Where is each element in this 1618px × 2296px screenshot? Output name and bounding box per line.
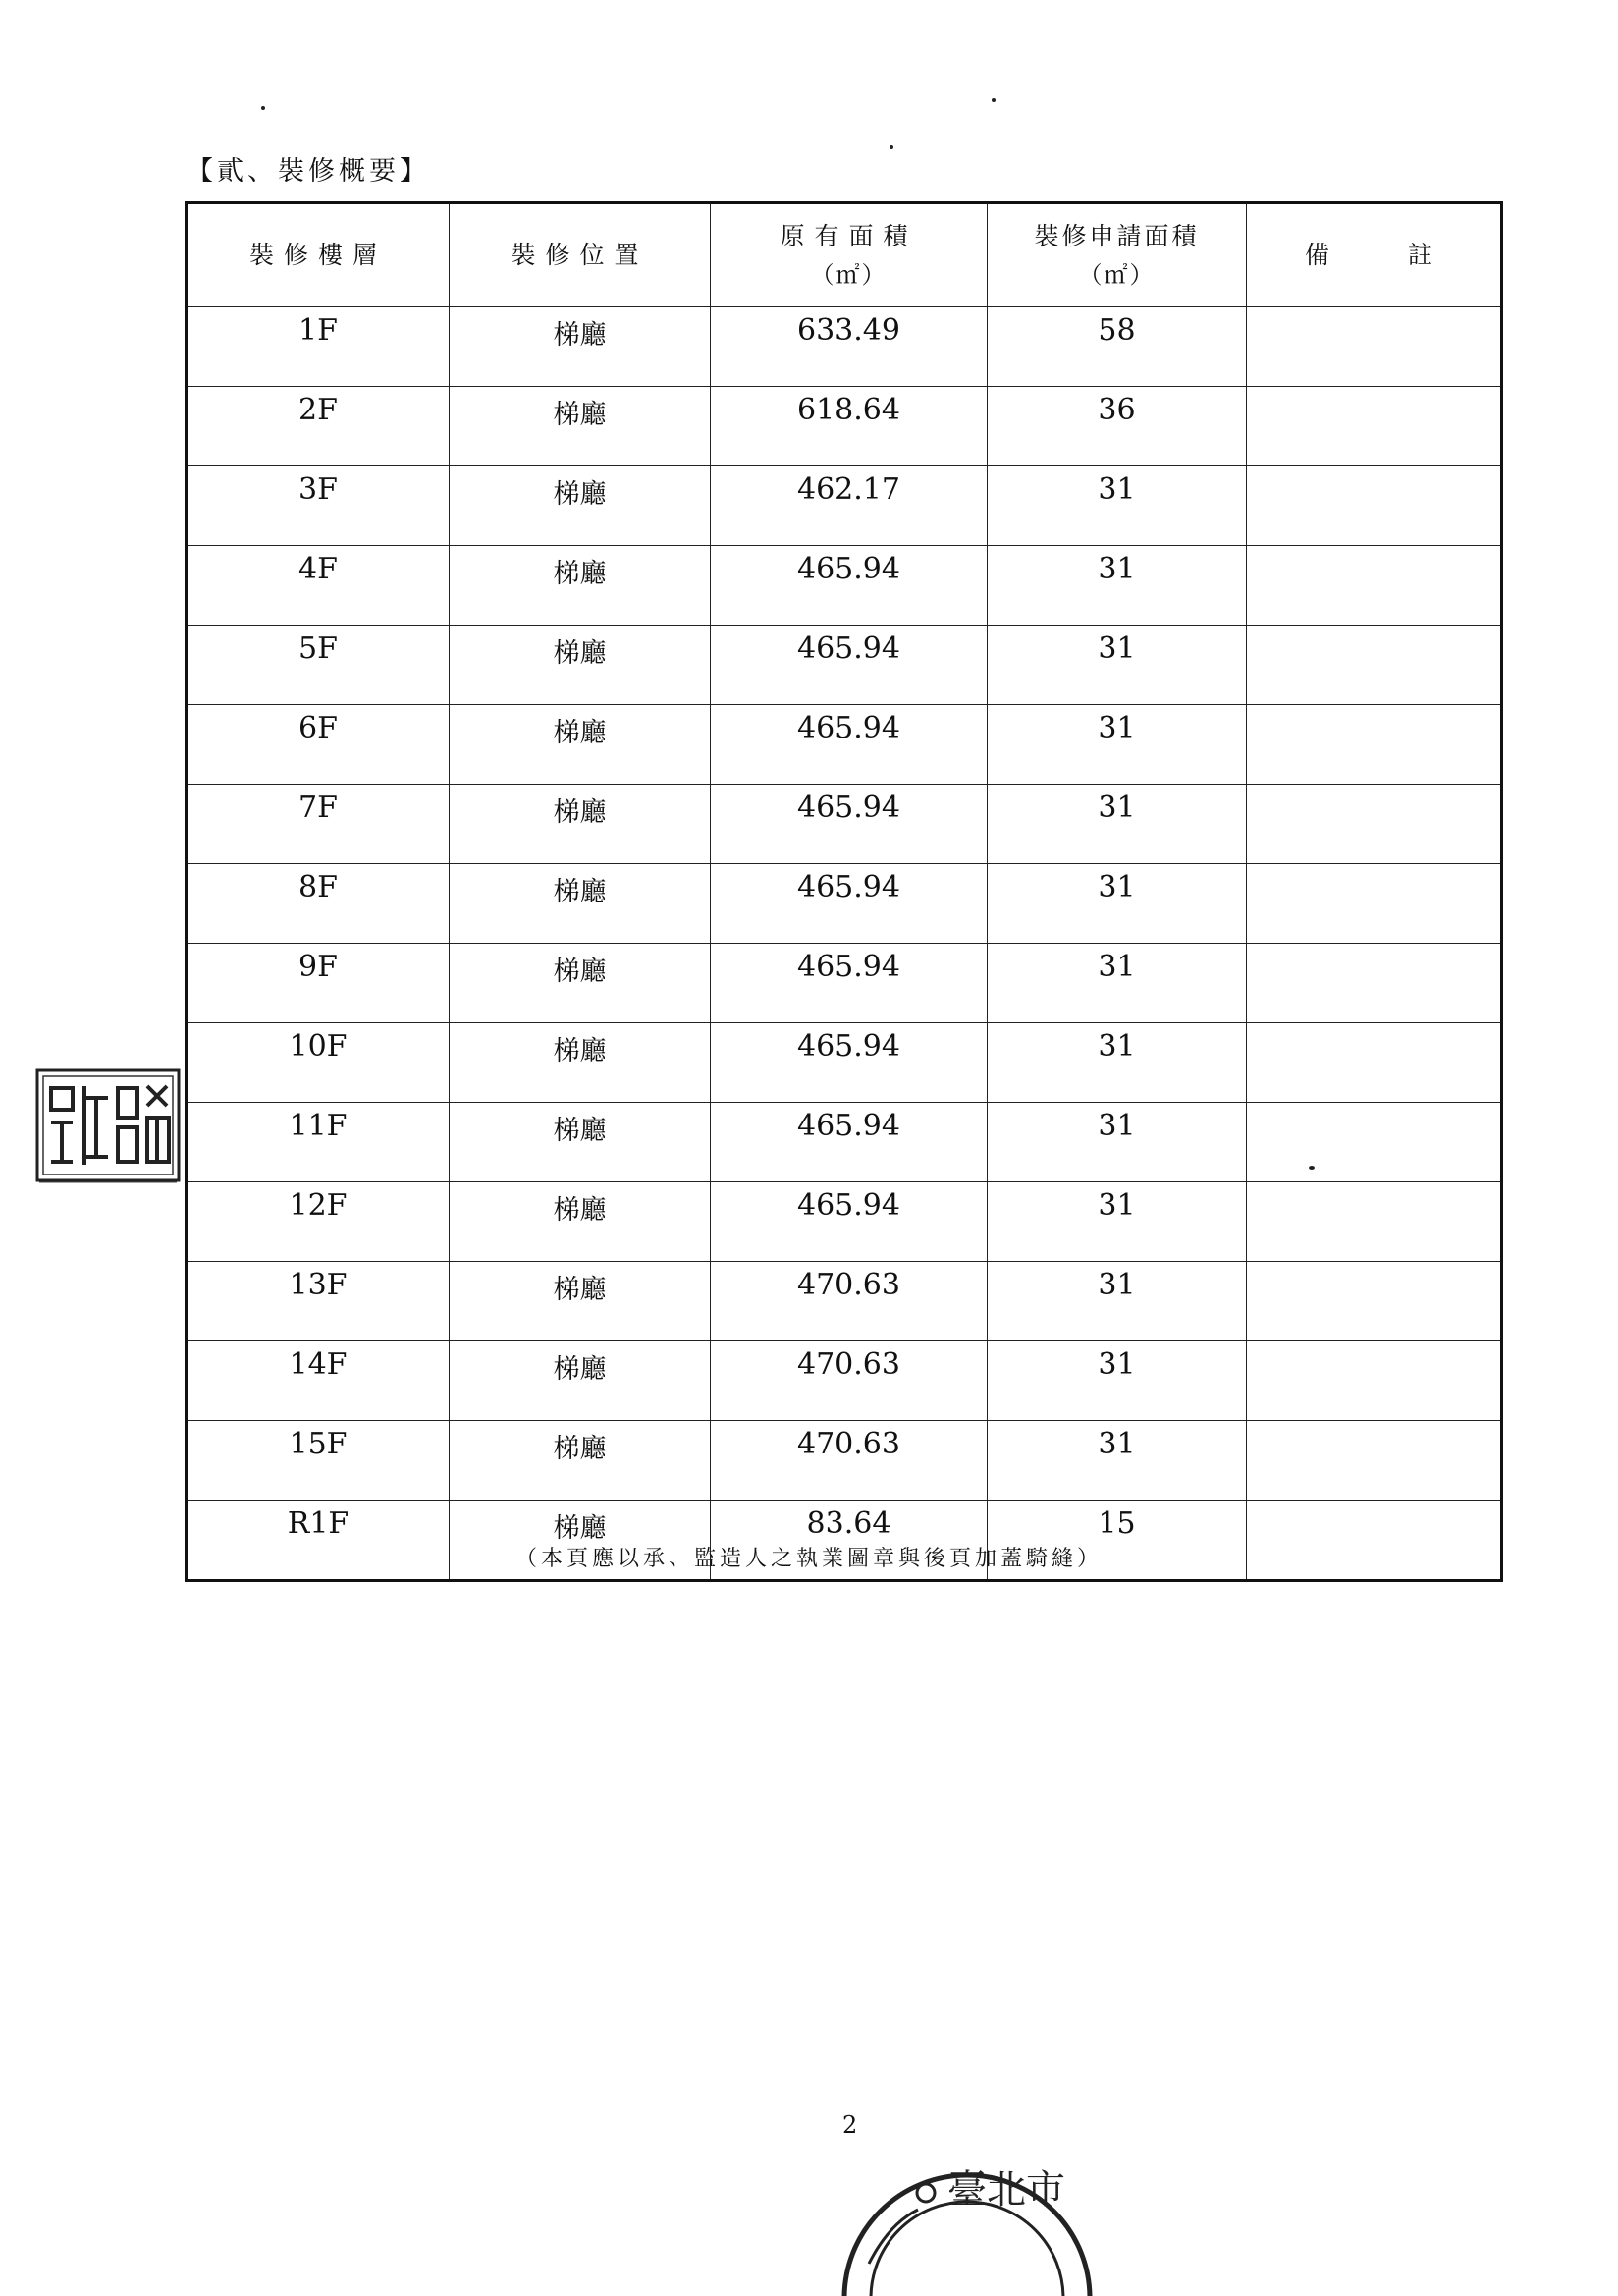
header-applied-area-label: 裝修申請面積 (1034, 221, 1200, 250)
cell-applied-area: 31 (988, 705, 1247, 785)
table-row (187, 1023, 1502, 1103)
cell-remarks (1247, 864, 1502, 944)
cell-location: 梯廳 (450, 1501, 711, 1581)
cell-location: 梯廳 (450, 307, 711, 387)
cell-floor: 3F (187, 466, 450, 546)
cell-remarks (1247, 785, 1502, 864)
cell-remarks (1247, 944, 1502, 1023)
cell-remarks (1247, 705, 1502, 785)
table-row (187, 785, 1502, 864)
table-row (187, 944, 1502, 1023)
cell-remarks (1247, 626, 1502, 705)
cell-applied-area: 31 (988, 944, 1247, 1023)
table-row (187, 546, 1502, 626)
stamp-text: 臺北市 (947, 2167, 1065, 2213)
cell-location: 梯廳 (450, 1023, 711, 1103)
cell-original-area: 465.94 (711, 785, 988, 864)
cell-original-area: 465.94 (711, 944, 988, 1023)
cell-original-area: 465.94 (711, 546, 988, 626)
square-seal-stamp (35, 1068, 181, 1186)
cell-floor: 2F (187, 387, 450, 466)
header-remarks: 備 註 (1247, 203, 1502, 307)
cell-floor: 11F (187, 1103, 450, 1182)
cell-remarks (1247, 307, 1502, 387)
cell-applied-area: 31 (988, 1182, 1247, 1262)
cell-location: 梯廳 (450, 1341, 711, 1421)
header-original-area (711, 203, 988, 307)
header-floor: 裝修樓層 (187, 203, 450, 307)
cell-location: 梯廳 (450, 1421, 711, 1501)
cell-location: 梯廳 (450, 466, 711, 546)
cell-floor: 10F (187, 1023, 450, 1103)
cell-applied-area: 31 (988, 626, 1247, 705)
cell-remarks (1247, 466, 1502, 546)
table-row (187, 466, 1502, 546)
cell-original-area: 470.63 (711, 1421, 988, 1501)
cell-original-area: 465.94 (711, 864, 988, 944)
cell-location: 梯廳 (450, 1103, 711, 1182)
cell-floor: 1F (187, 307, 450, 387)
header-applied-area (988, 203, 1247, 307)
cell-location: 梯廳 (450, 705, 711, 785)
cell-applied-area: 31 (988, 1262, 1247, 1341)
table-row (187, 1103, 1502, 1182)
cell-applied-area: 15 (988, 1501, 1247, 1581)
cell-location: 梯廳 (450, 626, 711, 705)
cell-location: 梯廳 (450, 1182, 711, 1262)
cell-applied-area: 31 (988, 1023, 1247, 1103)
cell-remarks (1247, 1023, 1502, 1103)
cell-original-area: 465.94 (711, 1023, 988, 1103)
table-row (187, 705, 1502, 785)
table-row (187, 387, 1502, 466)
cell-applied-area: 36 (988, 387, 1247, 466)
cell-remarks (1247, 546, 1502, 626)
cell-applied-area: 31 (988, 1421, 1247, 1501)
cell-original-area: 618.64 (711, 387, 988, 466)
table-row (187, 1421, 1502, 1501)
cell-original-area: 470.63 (711, 1262, 988, 1341)
header-applied-area-unit: （㎡） (1078, 260, 1156, 289)
cell-applied-area: 31 (988, 864, 1247, 944)
cell-original-area: 462.17 (711, 466, 988, 546)
scan-speck (1309, 1166, 1315, 1170)
table-row (187, 626, 1502, 705)
cell-floor: 13F (187, 1262, 450, 1341)
cell-remarks (1247, 1103, 1502, 1182)
cell-floor: 9F (187, 944, 450, 1023)
cell-location: 梯廳 (450, 785, 711, 864)
cell-location: 梯廳 (450, 944, 711, 1023)
cell-location: 梯廳 (450, 1262, 711, 1341)
table-row (187, 1341, 1502, 1421)
cell-floor: 12F (187, 1182, 450, 1262)
cell-applied-area: 58 (988, 307, 1247, 387)
table-header-row (187, 203, 1502, 307)
cell-floor: 4F (187, 546, 450, 626)
cell-floor: 6F (187, 705, 450, 785)
cell-original-area: 633.49 (711, 307, 988, 387)
cell-applied-area: 31 (988, 466, 1247, 546)
cell-remarks (1247, 387, 1502, 466)
page-number: 2 (842, 2111, 858, 2139)
section-title: 【貳、裝修概要】 (187, 156, 430, 187)
cell-applied-area: 31 (988, 546, 1247, 626)
cell-floor: 5F (187, 626, 450, 705)
cell-applied-area: 31 (988, 1341, 1247, 1421)
round-official-stamp (839, 2146, 1095, 2296)
cell-applied-area: 31 (988, 1103, 1247, 1182)
footnote: （本頁應以承、監造人之執業圖章與後頁加蓋騎縫） (514, 1547, 1103, 1571)
cell-location: 梯廳 (450, 546, 711, 626)
cell-floor: R1F (187, 1501, 450, 1581)
cell-floor: 15F (187, 1421, 450, 1501)
cell-applied-area: 31 (988, 785, 1247, 864)
cell-floor: 8F (187, 864, 450, 944)
renovation-summary-table (185, 201, 1503, 1582)
cell-remarks (1247, 1421, 1502, 1501)
table-row (187, 307, 1502, 387)
cell-floor: 7F (187, 785, 450, 864)
scan-speck (992, 98, 996, 102)
cell-original-area: 465.94 (711, 626, 988, 705)
cell-location: 梯廳 (450, 864, 711, 944)
header-location: 裝修位置 (450, 203, 711, 307)
cell-remarks (1247, 1341, 1502, 1421)
cell-remarks (1247, 1182, 1502, 1262)
cell-floor: 14F (187, 1341, 450, 1421)
table-row (187, 1182, 1502, 1262)
scan-speck (261, 106, 265, 110)
scan-speck (890, 145, 893, 149)
table-row (187, 1262, 1502, 1341)
cell-original-area: 465.94 (711, 705, 988, 785)
cell-original-area: 465.94 (711, 1182, 988, 1262)
cell-original-area: 465.94 (711, 1103, 988, 1182)
header-original-area-label: 原有面積 (780, 221, 918, 250)
cell-location: 梯廳 (450, 387, 711, 466)
cell-original-area: 470.63 (711, 1341, 988, 1421)
table-row (187, 864, 1502, 944)
cell-original-area: 83.64 (711, 1501, 988, 1581)
table-body (187, 307, 1502, 1581)
cell-remarks (1247, 1262, 1502, 1341)
header-original-area-unit: （㎡） (810, 260, 888, 289)
